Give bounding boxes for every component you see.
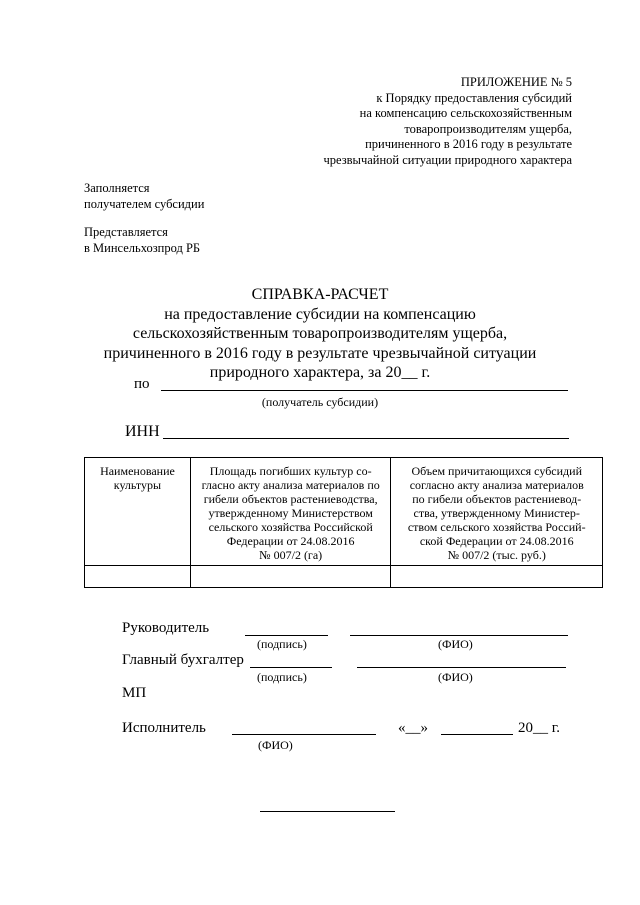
title-line: на предоставление субсидии на компенсацию — [164, 305, 476, 323]
date-year: 20__ г. — [518, 720, 560, 736]
header-crop-name — [85, 458, 191, 566]
header-text: гибели объектов растениеводства, — [203, 492, 378, 506]
header-text: гласно акту анализа материалов по — [201, 478, 380, 492]
submitted-to-line: Представляется — [84, 225, 168, 239]
footer-divider — [260, 811, 395, 812]
header-text: согласно акту анализа материалов — [409, 478, 584, 492]
title-line: сельскохозяйственным товаропроизводителям ущерба, — [132, 325, 508, 342]
subsidy-table — [84, 457, 603, 588]
header-text: ства, утвержденному Министер- — [413, 506, 580, 520]
executor-name-field[interactable] — [232, 734, 376, 735]
inn-label: ИНН — [125, 423, 160, 440]
header-text: Наименование — [100, 464, 175, 478]
filled-by-line: Заполняется — [84, 181, 150, 195]
appendix-header — [323, 75, 572, 168]
head-name-field[interactable] — [350, 635, 568, 636]
header-text: культуры — [113, 478, 162, 492]
header-text: ством сельского хозяйства Россий- — [407, 520, 586, 534]
inn-field[interactable] — [163, 438, 569, 439]
head-signature-field[interactable] — [245, 635, 328, 636]
header-text: ской Федерации от 24.08.2016 — [419, 534, 574, 548]
header-text: № 007/2 (тыс. руб.) — [447, 548, 546, 562]
table-header-row — [85, 458, 603, 566]
accountant-name-field[interactable] — [357, 667, 566, 668]
header-text: № 007/2 (га) — [259, 548, 323, 562]
accountant-name-caption: (ФИО) — [438, 670, 473, 684]
head-signature-caption: (подпись) — [257, 637, 307, 651]
appendix-line: чрезвычайной ситуации природного характера — [323, 152, 572, 167]
head-name-caption: (ФИО) — [438, 637, 473, 651]
chief-accountant-label: Главный бухгалтер — [122, 652, 244, 668]
header-subsidy-amount — [391, 458, 603, 566]
table-cell-area[interactable] — [190, 566, 391, 588]
header-text: Площадь погибших культур со- — [209, 464, 372, 478]
title-heading: СПРАВКА-РАСЧЕТ — [251, 286, 389, 303]
header-text: сельского хозяйства Российской — [208, 520, 373, 534]
submitted-to-note — [84, 225, 200, 256]
filled-by-note — [84, 181, 204, 212]
header-text: утвержденному Министерством — [208, 506, 373, 520]
submitted-to-line: в Минсельхозпрод РБ — [84, 240, 201, 255]
header-text: Объем причитающихся субсидий — [411, 464, 582, 478]
header-text: по гибели объектов растениевод- — [412, 492, 582, 506]
date-day: «__» — [398, 720, 428, 736]
appendix-line: причиненного в 2016 году в результате — [365, 137, 572, 151]
date-month-field[interactable] — [441, 734, 513, 735]
document-title — [0, 285, 640, 383]
appendix-line: на компенсацию сельскохозяйственным — [359, 106, 572, 120]
accountant-signature-caption: (подпись) — [257, 670, 307, 684]
table-cell-amount[interactable] — [391, 566, 603, 588]
title-line: природного характера, за 20__ г. — [209, 364, 431, 381]
filled-by-line: получателем субсидии — [84, 196, 205, 211]
appendix-line: ПРИЛОЖЕНИЕ № 5 — [460, 75, 572, 89]
accountant-signature-field[interactable] — [250, 667, 332, 668]
appendix-line: товаропроизводителям ущерба, — [404, 121, 572, 136]
table-cell-crop[interactable] — [85, 566, 191, 588]
table-row — [85, 566, 603, 588]
title-line: причиненного в 2016 году в результате чрезвычайной ситуации — [103, 344, 537, 362]
header-area — [190, 458, 391, 566]
appendix-line: к Порядку предоставления субсидий — [376, 90, 572, 105]
executor-name-caption: (ФИО) — [258, 738, 293, 752]
recipient-caption: (получатель субсидии) — [261, 395, 379, 409]
executor-label: Исполнитель — [122, 720, 206, 736]
recipient-field[interactable] — [161, 390, 568, 391]
recipient-prefix: по — [134, 376, 150, 392]
head-label: Руководитель — [122, 620, 210, 636]
header-text: Федерации от 24.08.2016 — [226, 534, 355, 548]
stamp-place: МП — [122, 685, 147, 701]
